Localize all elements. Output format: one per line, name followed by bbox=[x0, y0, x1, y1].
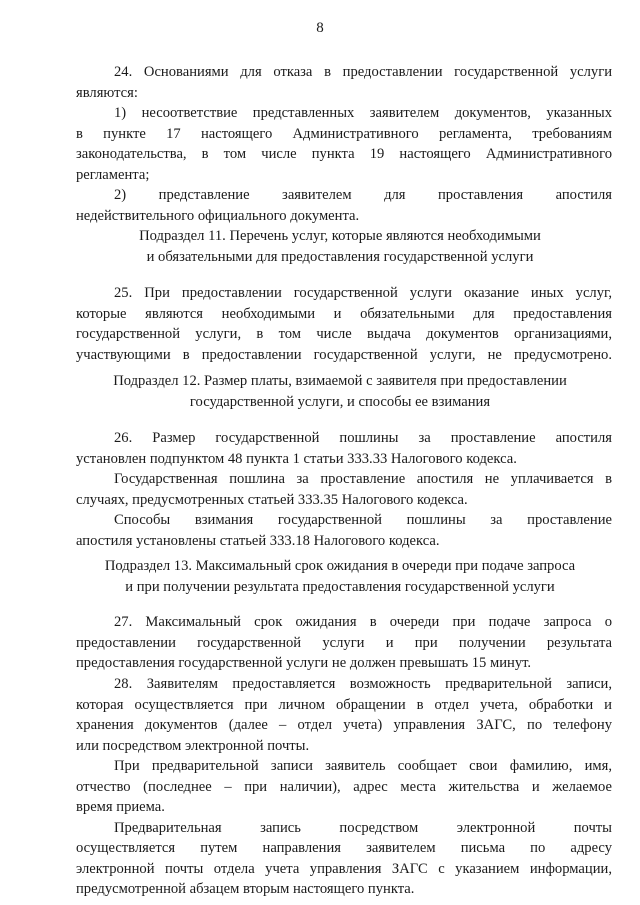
heading-line: Подраздел 13. Максимальный срок ожидания в очереди при подаче запроса bbox=[104, 558, 576, 574]
text-line: 27. Максимальный срок ожидания в очереди при подаче запроса о bbox=[114, 614, 612, 630]
text-line: 25. При предоставлении государственной услуги оказание иных услуг, bbox=[114, 285, 612, 301]
text-line: предоставлении государственной услуги и при получении результата bbox=[76, 634, 612, 651]
heading-line: Подраздел 11. Перечень услуг, которые являются необходимыми bbox=[139, 228, 541, 244]
text-line: При предварительной записи заявитель сообщает свои фамилию, имя, bbox=[114, 758, 612, 774]
text-line: электронной почты отдела учета управления ЗАГС с указанием информации, bbox=[76, 860, 612, 877]
text-line: 2) представление заявителем для проставления апостиля bbox=[114, 187, 612, 203]
text-line: которая осуществляется при личном обращении в отдел учета, обработки и bbox=[76, 696, 612, 713]
text-line: регламента; bbox=[76, 166, 150, 183]
heading-line: Подраздел 12. Размер платы, взимаемой с заявителя при предоставлении bbox=[113, 373, 567, 389]
text-line: Государственная пошлина за проставление апостиля не уплачивается в bbox=[114, 471, 612, 487]
paragraph-27 bbox=[76, 612, 612, 674]
text-line: апостиля установлены статьей 333.18 Налогового кодекса. bbox=[76, 532, 440, 549]
text-line: 26. Размер государственной пошлины за проставление апостиля bbox=[114, 430, 612, 446]
text-line: недействительного официального документа. bbox=[76, 207, 360, 224]
text-line: участвующими в предоставлении государственной услуги, не предусмотрено. bbox=[76, 346, 612, 363]
text-line: случаях, предусмотренных статьей 333.35 Налогового кодекса. bbox=[76, 491, 468, 508]
text-line: Способы взимания государственной пошлины за проставление bbox=[114, 512, 612, 528]
text-line: которые являются необходимыми и обязательными для предоставления bbox=[76, 305, 612, 322]
heading-line: государственной услуги, и способы ее взимания bbox=[189, 393, 491, 410]
heading-line: и при получении результата предоставления государственной услуги bbox=[125, 578, 555, 595]
text-line: отчество (последнее – при наличии), адрес места жительства и желаемое bbox=[76, 778, 612, 795]
text-line: 24. Основаниями для отказа в предоставлении государственной услуги bbox=[114, 64, 612, 80]
text-line: время приема. bbox=[76, 799, 165, 815]
text-line: являются: bbox=[76, 84, 138, 101]
text-line: предоставления государственной услуги не должен превышать 15 минут. bbox=[76, 655, 532, 671]
heading-line: и обязательными для предоставления государственной услуги bbox=[146, 248, 534, 265]
page-number: 8 bbox=[316, 20, 324, 36]
paragraph-26 bbox=[76, 428, 612, 551]
text-line: установлен подпунктом 48 пункта 1 статьи 333.33 Налогового кодекса. bbox=[76, 450, 517, 467]
text-line: законодательства, в том числе пункта 19 настоящего Административного bbox=[76, 146, 612, 162]
paragraph-28 bbox=[76, 674, 612, 900]
subsection-12-heading bbox=[40, 371, 640, 412]
text-line: 1) несоответствие представленных заявителем документов, указанных bbox=[114, 105, 612, 121]
paragraph-25 bbox=[76, 283, 612, 365]
text-line: предусмотренной абзацем вторым настоящего пункта. bbox=[76, 881, 415, 897]
text-line: осуществляется путем направления заявителем письма по адресу bbox=[76, 840, 612, 856]
subsection-11-heading bbox=[40, 226, 640, 267]
text-line: Предварительная запись посредством электронной почты bbox=[114, 819, 612, 836]
text-line: 28. Заявителям предоставляется возможность предварительной записи, bbox=[114, 676, 612, 692]
paragraph-24 bbox=[76, 62, 612, 226]
text-line: или посредством электронной почты. bbox=[76, 737, 310, 754]
subsection-13-heading bbox=[40, 556, 640, 597]
text-line: государственной услуги, в том числе выдача документов организациями, bbox=[76, 326, 612, 342]
text-line: в пункте 17 настоящего Административного регламента, требованиям bbox=[76, 125, 612, 142]
text-line: хранения документов (далее – отдел учета) управления ЗАГС, по телефону bbox=[76, 717, 612, 733]
